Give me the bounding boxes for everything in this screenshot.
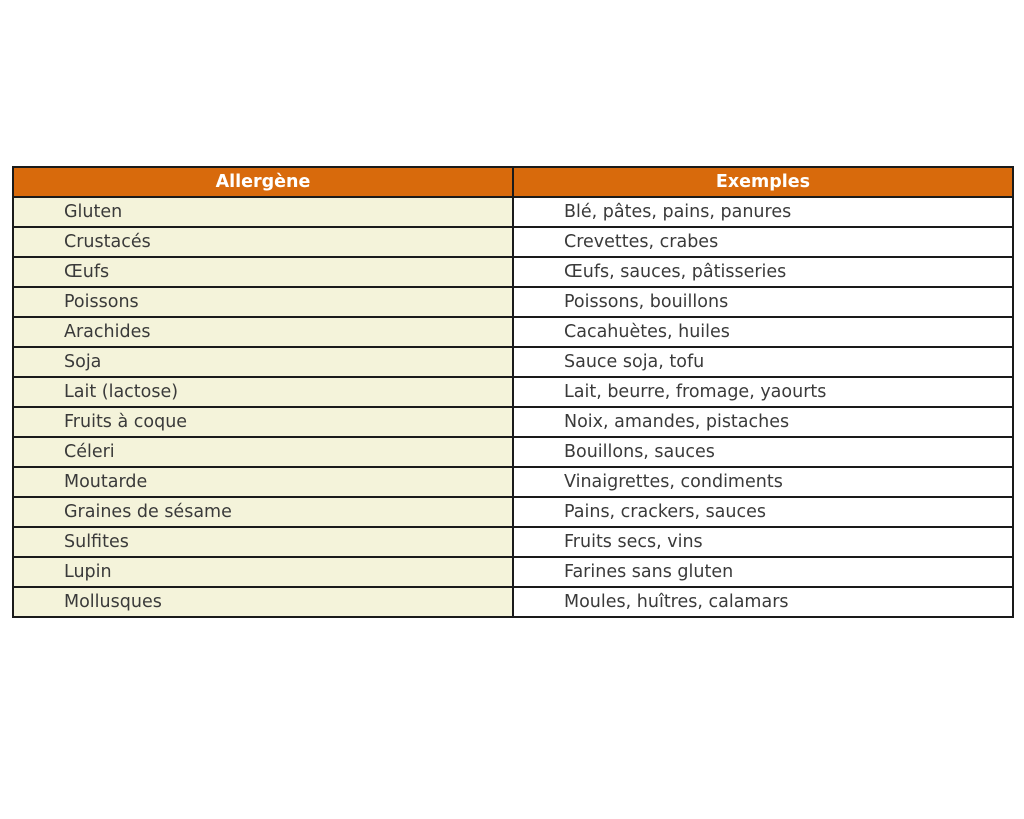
allergen-cell: Poissons <box>13 287 513 317</box>
allergen-cell: Lait (lactose) <box>13 377 513 407</box>
example-cell: Fruits secs, vins <box>513 527 1013 557</box>
table-row <box>13 587 1013 617</box>
example-cell: Crevettes, crabes <box>513 227 1013 257</box>
table-row <box>13 317 1013 347</box>
example-cell: Bouillons, sauces <box>513 437 1013 467</box>
table-row <box>13 437 1013 467</box>
header-exemples: Exemples <box>513 167 1013 197</box>
example-cell: Blé, pâtes, pains, panures <box>513 197 1013 227</box>
allergen-cell: Arachides <box>13 317 513 347</box>
allergen-table <box>12 166 1014 618</box>
table-row <box>13 377 1013 407</box>
example-cell: Farines sans gluten <box>513 557 1013 587</box>
example-cell: Lait, beurre, fromage, yaourts <box>513 377 1013 407</box>
table-row <box>13 347 1013 377</box>
table-row <box>13 527 1013 557</box>
table-row <box>13 197 1013 227</box>
allergen-cell: Gluten <box>13 197 513 227</box>
allergen-cell: Graines de sésame <box>13 497 513 527</box>
table-row <box>13 557 1013 587</box>
allergen-cell: Mollusques <box>13 587 513 617</box>
example-cell: Moules, huîtres, calamars <box>513 587 1013 617</box>
table-row <box>13 407 1013 437</box>
allergen-cell: Lupin <box>13 557 513 587</box>
table-body <box>13 197 1013 617</box>
table-header-row <box>13 167 1013 197</box>
example-cell: Cacahuètes, huiles <box>513 317 1013 347</box>
header-allergene: Allergène <box>13 167 513 197</box>
allergen-cell: Crustacés <box>13 227 513 257</box>
table-row <box>13 227 1013 257</box>
allergen-cell: Fruits à coque <box>13 407 513 437</box>
example-cell: Noix, amandes, pistaches <box>513 407 1013 437</box>
allergen-cell: Moutarde <box>13 467 513 497</box>
table-row <box>13 287 1013 317</box>
example-cell: Poissons, bouillons <box>513 287 1013 317</box>
table-row <box>13 467 1013 497</box>
allergen-cell: Sulfites <box>13 527 513 557</box>
example-cell: Œufs, sauces, pâtisseries <box>513 257 1013 287</box>
allergen-cell: Soja <box>13 347 513 377</box>
allergen-cell: Céleri <box>13 437 513 467</box>
table-row <box>13 257 1013 287</box>
example-cell: Vinaigrettes, condiments <box>513 467 1013 497</box>
allergen-cell: Œufs <box>13 257 513 287</box>
example-cell: Pains, crackers, sauces <box>513 497 1013 527</box>
example-cell: Sauce soja, tofu <box>513 347 1013 377</box>
table-row <box>13 497 1013 527</box>
